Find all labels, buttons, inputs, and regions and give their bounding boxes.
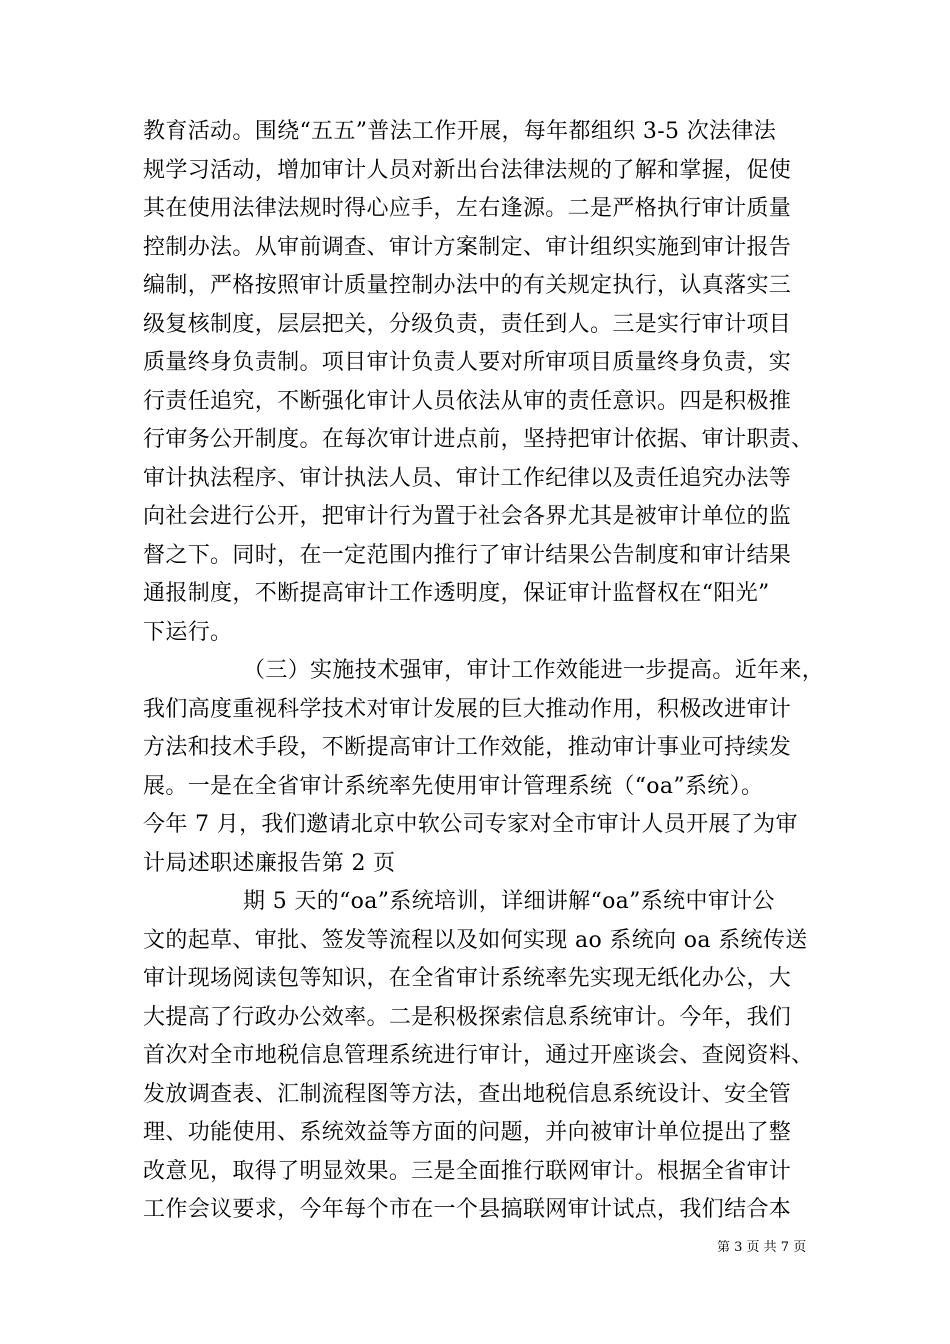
- page-number: 第 3 页 共 7 页: [717, 1239, 807, 1255]
- text-line: 文的起草、审批、签发等流程以及如何实现 ao 系统向 oa 系统传送: [143, 927, 808, 953]
- section-heading-line: （三）实施技术强审，审计工作效能进一步提高。近年来，: [243, 658, 825, 683]
- text-line: 控制办法。从审前调查、审计方案制定、审计组织实施到审计报告: [143, 234, 792, 260]
- text-line: 其在使用法律法规时得心应手，左右逢源。二是严格执行审计质量: [143, 196, 792, 221]
- text-line: 展。一是在全省审计系统率先使用审计管理系统（“oa”系统）。: [143, 773, 764, 799]
- text-line: 审计执法程序、审计执法人员、审计工作纪律以及责任追究办法等: [143, 465, 792, 491]
- text-line: 改意见，取得了明显效果。三是全面推行联网审计。根据全省审计: [143, 1158, 792, 1184]
- text-line: 大提高了行政办公效率。二是积极探索信息系统审计。今年，我们: [143, 1004, 792, 1030]
- text-line: 下运行。: [143, 619, 233, 645]
- text-line: 期 5 天的“oa”系统培训，详细讲解“oa”系统中审计公: [243, 889, 775, 914]
- text-line: 质量终身负责制。项目审计负责人要对所审项目质量终身负责，实: [143, 350, 792, 375]
- text-line: 督之下。同时，在一定范围内推行了审计结果公告制度和审计结果: [143, 542, 792, 568]
- text-line: 发放调查表、汇制流程图等方法，查出地税信息系统设计、安全管: [143, 1081, 792, 1107]
- text-line: 行审务公开制度。在每次审计进点前，坚持把审计依据、审计职责、: [143, 427, 814, 452]
- text-line: 通报制度，不断提高审计工作透明度，保证审计监督权在“阳光”: [143, 581, 770, 606]
- text-line: 我们高度重视科学技术对审计发展的巨大推动作用，积极改进审计: [143, 696, 792, 722]
- text-line: 教育活动。围绕“五五”普法工作开展，每年都组织 3-5 次法律法: [143, 119, 777, 144]
- text-line: 规学习活动，增加审计人员对新出台法律法规的了解和掌握，促使: [143, 157, 792, 183]
- text-line: 编制，严格按照审计质量控制办法中的有关规定执行，认真落实三: [143, 273, 792, 298]
- text-line: 今年 7 月，我们邀请北京中软公司专家对全市审计人员开展了为审: [143, 812, 798, 837]
- text-line: 向社会进行公开，把审计行为置于社会各界尤其是被审计单位的监: [143, 504, 792, 529]
- text-line: 首次对全市地税信息管理系统进行审计，通过开座谈会、查阅资料、: [143, 1043, 814, 1068]
- text-line: 行责任追究，不断强化审计人员依法从审的责任意识。四是积极推: [143, 388, 792, 414]
- text-line: 级复核制度，层层把关，分级负责，责任到人。三是实行审计项目: [143, 311, 792, 337]
- text-line: 理、功能使用、系统效益等方面的问题，并向被审计单位提出了整: [143, 1120, 792, 1145]
- text-line: 计局述职述廉报告第 2 页: [143, 850, 396, 876]
- text-line: 审计现场阅读包等知识，在全省审计系统率先实现无纸化办公，大: [143, 966, 792, 991]
- text-line: 方法和技术手段，不断提高审计工作效能，推动审计事业可持续发: [143, 735, 792, 760]
- text-line: 工作会议要求，今年每个市在一个县搞联网审计试点，我们结合本: [143, 1197, 792, 1222]
